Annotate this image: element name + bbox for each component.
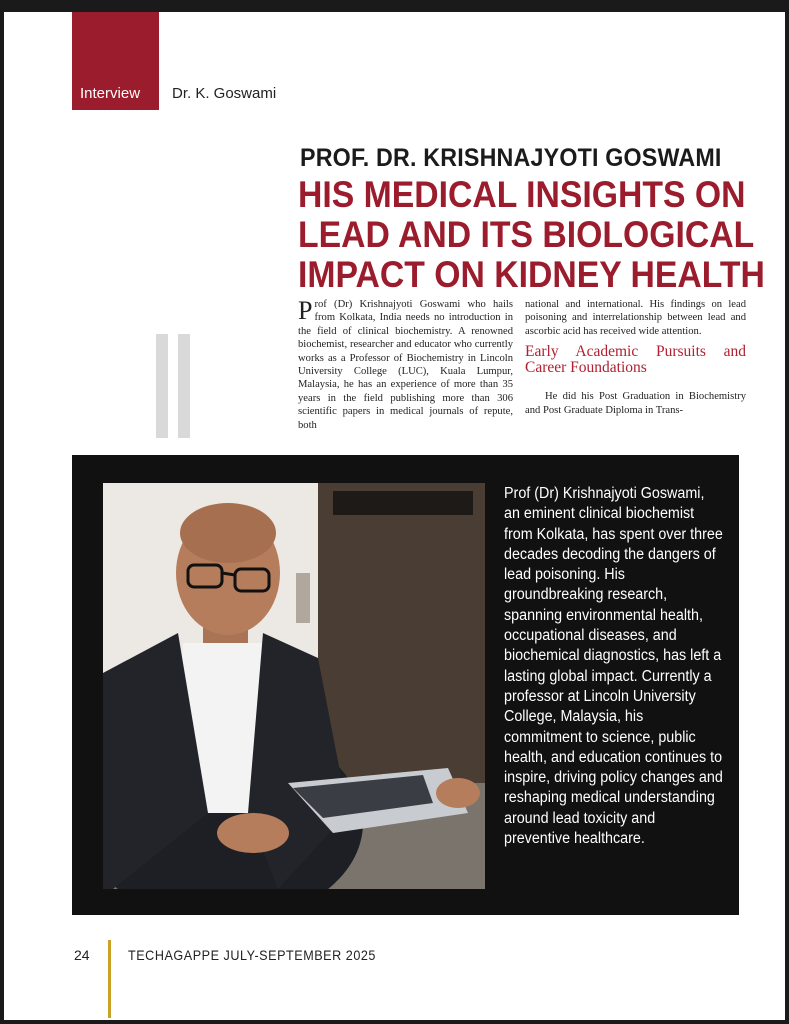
title-line: HIS MEDICAL INSIGHTS ON (298, 173, 746, 215)
article-title (298, 173, 765, 295)
body-text: He did his Post Graduation in Biochemistry and Post Graduate Diploma in Trans- (525, 391, 746, 416)
magazine-page (4, 12, 785, 1020)
quote-mark-bar (156, 334, 168, 438)
title-line: IMPACT ON KIDNEY HEALTH (298, 253, 765, 295)
body-text: national and international. His findings on lead poisoning and interrelationship between lead and ascorbic acid has received wide attention. (525, 299, 746, 337)
pull-quote: Prof (Dr) Krishnajyoti Goswami, an eminent clinical biochemist from Kolkata, has spent over three decades decoding the dangers of lead poisoning. His groundbreaking research, spanning environmental health, occupational diseases, and biochemical diagnostics, has left a lasting global impact. Currently a professor at Lincoln University College, Malaysia, his commitment to science, public health, and education continues to inspire, driving policy changes and reshaping medical understanding around lead toxicity and preventive healthcare. (504, 485, 723, 848)
article-column-1 (298, 298, 513, 432)
footer-divider (108, 940, 111, 1018)
portrait-illustration (103, 483, 485, 889)
article-subject-name: PROF. DR. KRISHNAJYOTI GOSWAMI (300, 144, 722, 172)
title-line: LEAD AND ITS BIOLOGICAL (298, 213, 755, 255)
drop-cap: P (298, 296, 313, 325)
page-number: 24 (74, 947, 90, 963)
section-tag: Interview (80, 85, 141, 102)
body-text: rof (Dr) Krishnajyoti Goswami who hails from Kolkata, India needs no introduction in the field of clinical biochemistry. A renowned biochemist, researcher and educator who currently works as a Professor of Biochemistry in Lincoln University College (LUC), Kuala Lumpur, Malaysia, he has an experience of more than 35 years in the field publishing more than 306 scientific papers in medical journals of repute, both (298, 299, 513, 431)
section-subheading: Early Academic Pursuits and Career Foundations (525, 343, 746, 377)
quote-mark-bar (178, 334, 190, 438)
publication-footer: TECHAGAPPE JULY-SEPTEMBER 2025 (128, 947, 376, 963)
header-author: Dr. K. Goswami (172, 85, 277, 102)
portrait-photo (103, 483, 485, 889)
article-column-2 (525, 298, 746, 417)
